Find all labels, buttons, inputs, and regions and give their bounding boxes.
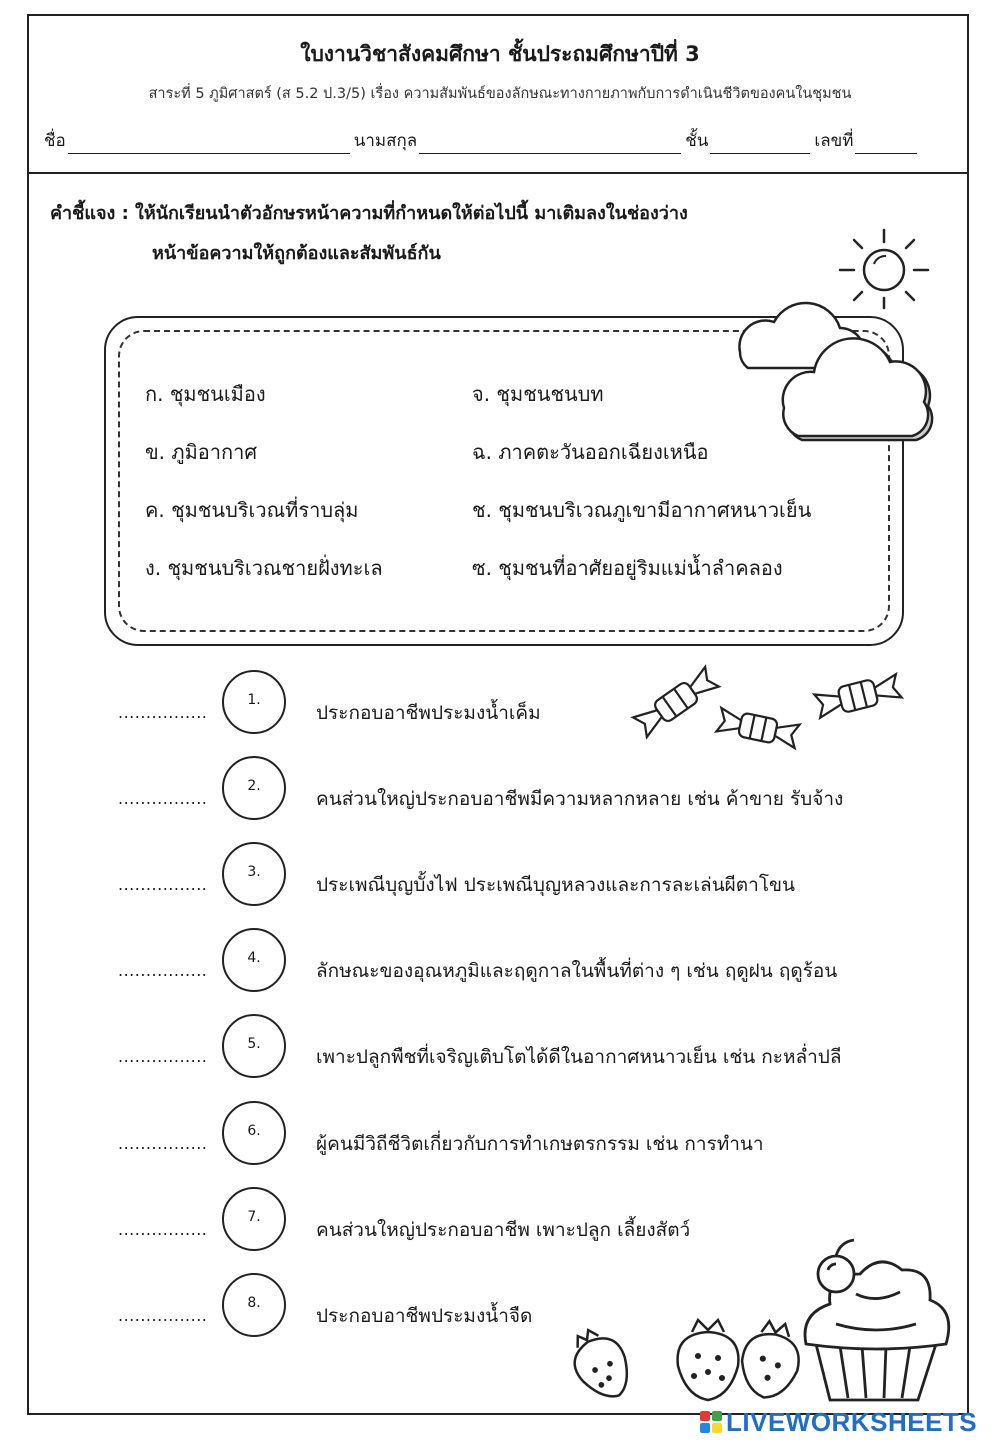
worksheet-title: ใบงานวิชาสังคมศึกษา ชั้นประถมศึกษาปีที่ 3 bbox=[300, 42, 700, 66]
question-number: 7. bbox=[222, 1187, 286, 1251]
surname-label: นามสกุล bbox=[353, 131, 418, 151]
option-cho-chang: ช. ชุมชนบริเวณภูเขามีอากาศหนาวเย็น bbox=[472, 498, 812, 522]
cupcake-icon bbox=[796, 1240, 956, 1410]
number-label: เลขที่ bbox=[814, 131, 854, 151]
candy-icon bbox=[626, 658, 906, 758]
liveworksheets-icon bbox=[700, 1411, 722, 1433]
question-text: คนส่วนใหญ่ประกอบอาชีพ เพาะปลูก เลี้ยงสัตว์ bbox=[316, 1219, 691, 1241]
question-text: ลักษณะของอุณหภูมิและฤดูกาลในพื้นที่ต่าง ๆ เช่น ฤดูฝน ฤดูร้อน bbox=[316, 960, 838, 982]
question-number: 6. bbox=[222, 1101, 286, 1165]
student-info-line bbox=[44, 126, 956, 154]
answer-blank[interactable]: ................ bbox=[118, 875, 208, 894]
answer-blank[interactable]: ................ bbox=[118, 1047, 208, 1066]
number-field[interactable] bbox=[855, 133, 917, 154]
question-number: 4. bbox=[222, 928, 286, 992]
option-so-so: ซ. ชุมชนที่อาศัยอยู่ริมแม่น้ำลำคลอง bbox=[472, 556, 783, 580]
question-text: ผู้คนมีวิถีชีวิตเกี่ยวกับการทำเกษตรกรรม เช่น การทำนา bbox=[316, 1133, 764, 1155]
answer-blank[interactable]: ................ bbox=[118, 789, 208, 808]
name-field[interactable] bbox=[68, 133, 350, 154]
liveworksheets-logo bbox=[700, 1405, 977, 1439]
option-ko: ก. ชุมชนเมือง bbox=[145, 382, 266, 406]
liveworksheets-brand: LIVEWORKSHEETS bbox=[726, 1406, 978, 1437]
strawberry-icon bbox=[556, 1314, 806, 1414]
answer-blank[interactable]: ................ bbox=[118, 703, 208, 722]
cloud-icon bbox=[720, 280, 940, 450]
question-number: 1. bbox=[222, 670, 286, 734]
question-text: เพาะปลูกพืชที่เจริญเติบโตได้ดีในอากาศหนาวเย็น เช่น กะหล่ำปลี bbox=[316, 1046, 842, 1068]
question-text: ประกอบอาชีพประมงน้ำจืด bbox=[316, 1305, 533, 1327]
worksheet-subtitle: สาระที่ 5 ภูมิศาสตร์ (ส 5.2 ป.3/5) เรื่อง ความสัมพันธ์ของลักษณะทางกายภาพกับการดำเนินชีวิตของคนในชุมชน bbox=[148, 86, 852, 102]
question-number: 8. bbox=[222, 1273, 286, 1337]
option-kho: ข. ภูมิอากาศ bbox=[145, 440, 258, 464]
option-ngo: ง. ชุมชนบริเวณชายฝั่งทะเล bbox=[145, 556, 383, 580]
instructions-line-2: หน้าข้อความให้ถูกต้องและสัมพันธ์กัน bbox=[152, 243, 441, 264]
class-label: ชั้น bbox=[685, 131, 709, 151]
answer-blank[interactable]: ................ bbox=[118, 1306, 208, 1325]
question-number: 3. bbox=[222, 842, 286, 906]
answer-blank[interactable]: ................ bbox=[118, 1220, 208, 1239]
answer-blank[interactable]: ................ bbox=[118, 961, 208, 980]
question-text: ประกอบอาชีพประมงน้ำเค็ม bbox=[316, 702, 541, 724]
option-cho-ching: ฉ. ภาคตะวันออกเฉียงเหนือ bbox=[472, 440, 709, 464]
instructions-line-1: คำชี้แจง : ให้นักเรียนนำตัวอักษรหน้าความที่กำหนดให้ต่อไปนี้ มาเติมลงในช่องว่าง bbox=[50, 203, 688, 224]
option-cho: จ. ชุมชนชนบท bbox=[472, 382, 604, 406]
answer-blank[interactable]: ................ bbox=[118, 1134, 208, 1153]
surname-field[interactable] bbox=[419, 133, 681, 154]
name-label: ชื่อ bbox=[44, 131, 66, 151]
option-kho-khwai: ค. ชุมชนบริเวณที่ราบลุ่ม bbox=[145, 498, 359, 522]
header-divider bbox=[27, 172, 969, 174]
class-field[interactable] bbox=[710, 133, 810, 154]
question-number: 5. bbox=[222, 1014, 286, 1078]
question-text: คนส่วนใหญ่ประกอบอาชีพมีความหลากหลาย เช่น ค้าขาย รับจ้าง bbox=[316, 788, 844, 810]
question-number: 2. bbox=[222, 756, 286, 820]
question-text: ประเพณีบุญบั้งไฟ ประเพณีบุญหลวงและการละเล่นผีตาโขน bbox=[316, 874, 795, 896]
